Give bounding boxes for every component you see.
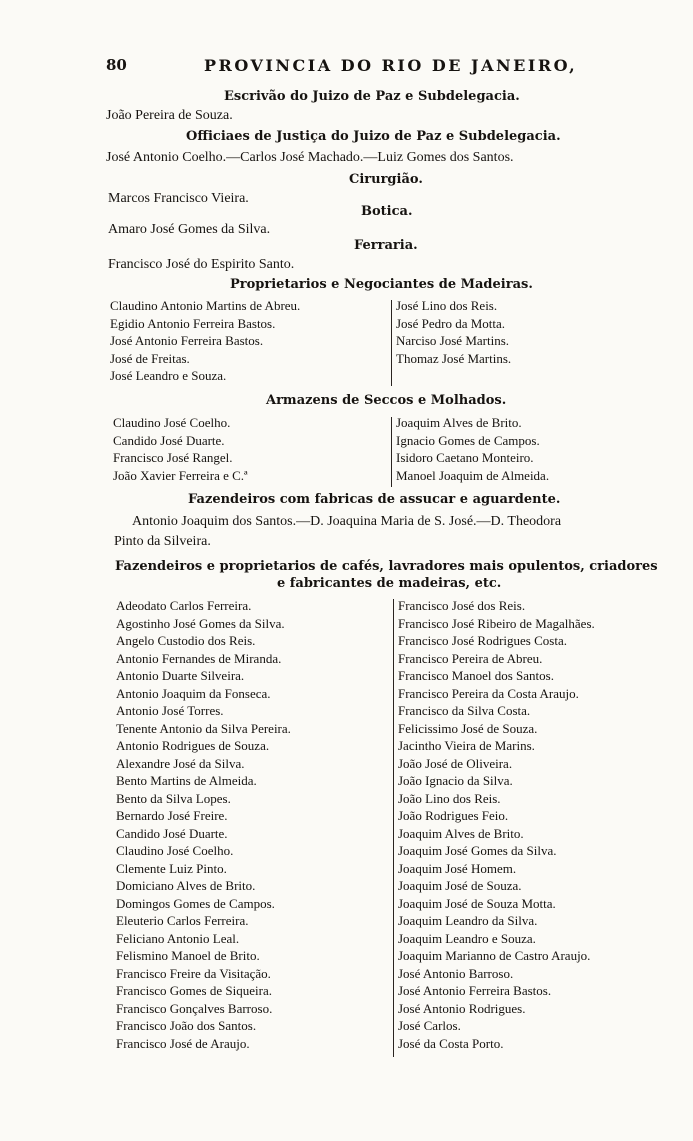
list-item: José da Costa Porto. [398, 1035, 504, 1051]
heading-officiaes: Officiaes de Justiça do Juizo de Paz e Subdelegacia. [186, 129, 561, 144]
column-divider [391, 300, 392, 386]
list-item: Joaquim Leandro e Souza. [398, 930, 536, 946]
column-divider [393, 599, 394, 1057]
list-item: Joaquim Alves de Brito. [398, 825, 524, 841]
heading-escrivao: Escrivão do Juizo de Paz e Subdelegacia. [224, 89, 520, 104]
text-officiaes: José Antonio Coelho.—Carlos José Machado.—Luiz Gomes dos Santos. [106, 150, 514, 165]
list-item: Joaquim José Gomes da Silva. [398, 843, 557, 858]
list-item: Candido José Duarte. [116, 825, 228, 841]
cafes-right-column [398, 597, 595, 1052]
list-item: Francisco Gonçalves Barroso. [116, 1000, 273, 1016]
running-title: PROVINCIA DO RIO DE JANEIRO, [204, 56, 578, 75]
list-item: Bernardo José Freire. [116, 808, 228, 823]
page-number: 80 [106, 56, 127, 74]
list-item: João José de Oliveira. [398, 755, 513, 771]
text-escrivao: João Pereira de Souza. [106, 108, 233, 123]
list-item: José Antonio Rodrigues. [398, 1000, 526, 1016]
list-item: Joaquim Marianno de Castro Araujo. [398, 948, 591, 963]
list-item: Adeodato Carlos Ferreira. [116, 598, 252, 613]
list-item: Antonio Duarte Silveira. [116, 668, 245, 683]
list-item: Agostinho José Gomes da Silva. [116, 615, 285, 631]
list-item: Joaquim Leandro da Silva. [398, 913, 538, 928]
list-item: Antonio Rodrigues de Souza. [116, 738, 270, 753]
list-item: Francisco Manoel dos Santos. [398, 668, 554, 683]
list-item: Eleuterio Carlos Ferreira. [116, 913, 249, 928]
list-item: Tenente Antonio da Silva Pereira. [116, 720, 291, 736]
list-item: Alexandre José da Silva. [116, 755, 245, 771]
text-fazendeiros-fabricas-line1: Antonio Joaquim dos Santos.—D. Joaquina Maria de S. José.—D. Theodora [132, 514, 562, 529]
list-item: Isidoro Caetano Monteiro. [396, 450, 534, 465]
column-divider [391, 417, 392, 487]
text-cirurgiao: Marcos Francisco Vieira. [108, 191, 249, 206]
list-item: Francisco Freire da Visitação. [116, 965, 271, 981]
list-item: Francisco José Ribeiro de Magalhães. [398, 615, 595, 631]
list-item: José Lino dos Reis. [396, 298, 498, 313]
list-item: Francisco José dos Reis. [398, 598, 526, 613]
list-item: Joaquim Alves de Brito. [396, 415, 522, 430]
armazens-left-column [113, 414, 248, 484]
list-item: Jacintho Vieira de Marins. [398, 738, 535, 753]
text-botica: Amaro José Gomes da Silva. [108, 222, 271, 237]
armazens-right-column [396, 414, 549, 484]
list-item: Claudino José Coelho. [113, 415, 231, 430]
heading-cirurgiao: Cirurgião. [349, 172, 423, 187]
list-item: Claudino José Coelho. [116, 843, 234, 858]
heading-fazendeiros-fabricas: Fazendeiros com fabricas de assucar e aguardente. [188, 492, 561, 507]
cafes-left-column [116, 597, 291, 1052]
list-item: Thomaz José Martins. [396, 350, 512, 366]
heading-cafes-line2: e fabricantes de madeiras, etc. [277, 576, 502, 591]
list-item: Francisco Pereira da Costa Araujo. [398, 685, 579, 701]
list-item: Antonio Joaquim da Fonseca. [116, 685, 271, 701]
list-item: Felicissimo José de Souza. [398, 720, 538, 736]
list-item: Domiciano Alves de Brito. [116, 878, 256, 893]
list-item: Francisco José de Araujo. [116, 1035, 250, 1051]
list-item: José Antonio Ferreira Bastos. [110, 333, 264, 348]
list-item: Francisco Pereira de Abreu. [398, 650, 543, 666]
list-item: José Antonio Ferreira Bastos. [398, 983, 552, 998]
running-header [106, 56, 586, 78]
list-item: Claudino Antonio Martins de Abreu. [110, 298, 301, 313]
list-item: José Pedro da Motta. [396, 315, 506, 331]
list-item: Antonio Fernandes de Miranda. [116, 650, 282, 666]
list-item: Francisco Gomes de Siqueira. [116, 983, 272, 998]
madeiras-right-column [396, 297, 511, 367]
list-item: Bento da Silva Lopes. [116, 790, 231, 806]
list-item: Ignacio Gomes de Campos. [396, 432, 540, 448]
heading-cafes-line1: Fazendeiros e proprietarios de cafés, lavradores mais opulentos, criadores [115, 559, 658, 574]
list-item: José Antonio Barroso. [398, 965, 514, 981]
list-item: Bento Martins de Almeida. [116, 773, 257, 788]
heading-ferraria: Ferraria. [354, 238, 418, 253]
list-item: Francisco José Rangel. [113, 450, 233, 465]
list-item: João Rodrigues Feio. [398, 808, 509, 823]
list-item: João Xavier Ferreira e C.ª [113, 467, 248, 483]
list-item: Francisco José Rodrigues Costa. [398, 633, 567, 648]
heading-botica: Botica. [361, 204, 413, 219]
list-item: José de Freitas. [110, 350, 190, 366]
list-item: Angelo Custodio dos Reis. [116, 633, 256, 648]
list-item: Manoel Joaquim de Almeida. [396, 467, 550, 483]
text-fazendeiros-fabricas-line2: Pinto da Silveira. [114, 534, 211, 549]
list-item: Francisco João dos Santos. [116, 1018, 257, 1033]
list-item: Antonio José Torres. [116, 703, 224, 718]
madeiras-left-column [110, 297, 300, 385]
list-item: Joaquim José de Souza. [398, 878, 522, 893]
list-item: João Lino dos Reis. [398, 790, 501, 806]
heading-armazens: Armazens de Seccos e Molhados. [266, 393, 507, 408]
list-item: Narciso José Martins. [396, 333, 510, 348]
list-item: José Leandro e Souza. [110, 368, 227, 383]
list-item: Egidio Antonio Ferreira Bastos. [110, 315, 276, 331]
list-item: Francisco da Silva Costa. [398, 703, 531, 718]
list-item: Felismino Manoel de Brito. [116, 948, 260, 963]
heading-madeiras: Proprietarios e Negociantes de Madeiras. [230, 277, 533, 292]
text-ferraria: Francisco José do Espirito Santo. [108, 257, 295, 272]
list-item: José Carlos. [398, 1018, 461, 1033]
list-item: Clemente Luiz Pinto. [116, 860, 227, 876]
list-item: Feliciano Antonio Leal. [116, 930, 240, 946]
list-item: João Ignacio da Silva. [398, 773, 513, 788]
list-item: Joaquim José de Souza Motta. [398, 895, 556, 911]
list-item: Joaquim José Homem. [398, 860, 517, 876]
list-item: Domingos Gomes de Campos. [116, 895, 275, 911]
list-item: Candido José Duarte. [113, 432, 225, 448]
